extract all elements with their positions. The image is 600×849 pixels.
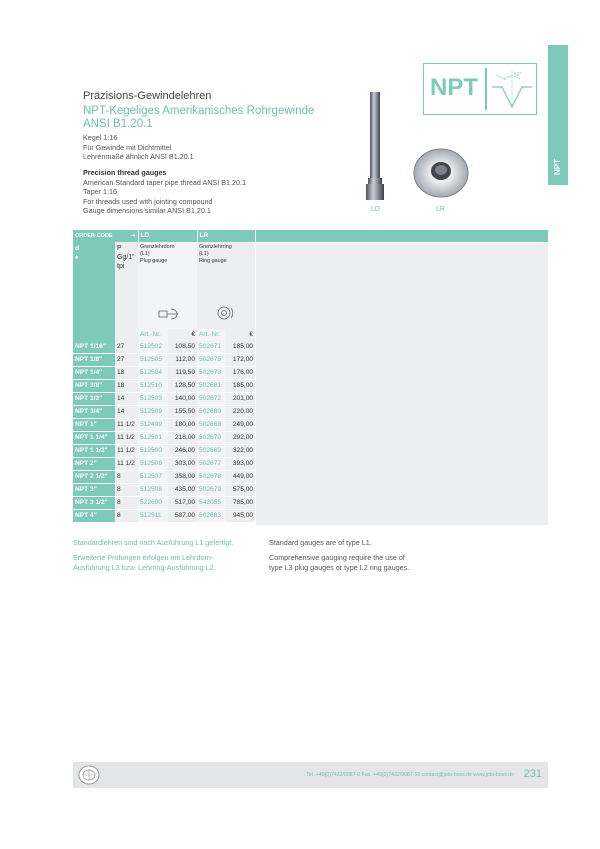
table-row bbox=[73, 354, 255, 367]
lr-art-cell: 502672 bbox=[197, 393, 226, 406]
lr-price-header: € bbox=[226, 329, 255, 341]
lr-art-cell: 542055 bbox=[197, 497, 226, 510]
p-header-3: tpi bbox=[117, 263, 125, 270]
tpi-cell: 11 1/2 bbox=[115, 445, 138, 458]
gauge-table bbox=[73, 230, 255, 523]
de-line-2: Für Gewinde mit Dichtmittel bbox=[83, 142, 172, 152]
de-description bbox=[83, 133, 194, 162]
lr-art-cell: 502681 bbox=[197, 380, 226, 393]
note-en-2: Comprehensive gauging require the use of bbox=[269, 553, 405, 562]
note-en-1: Standard gauges are of type L1. bbox=[269, 538, 372, 547]
ld-art-cell: 512506 bbox=[138, 458, 168, 471]
ld-price-cell: 435,00 bbox=[168, 484, 197, 497]
tpi-cell: 8 bbox=[115, 484, 138, 497]
table-row bbox=[73, 445, 255, 458]
lr-price-cell: 185,00 bbox=[226, 380, 255, 393]
table-row bbox=[73, 341, 255, 354]
tpi-cell: 27 bbox=[115, 354, 138, 367]
size-cell: NPT 3 1/2" bbox=[73, 497, 115, 510]
ld-price-header: € bbox=[168, 329, 197, 341]
ld-image-label: LD bbox=[371, 206, 380, 213]
order-code-cell bbox=[73, 230, 138, 242]
p-header-cell bbox=[115, 242, 138, 329]
table-row bbox=[73, 432, 255, 445]
plug-gauge-symbol-icon bbox=[158, 307, 180, 321]
note-en-3: type L3 plug gauges or type L2 ring gauges. bbox=[269, 563, 410, 572]
ld-price-cell: 108,50 bbox=[168, 341, 197, 354]
size-cell: NPT 4" bbox=[73, 510, 115, 523]
ld-art-cell: 512507 bbox=[138, 471, 168, 484]
ld-price-cell: 119,50 bbox=[168, 367, 197, 380]
page-number: 231 bbox=[523, 768, 542, 780]
lr-desc-en: Ring gauge bbox=[199, 258, 227, 264]
ld-header: LD bbox=[138, 230, 197, 242]
ring-gauge-symbol-icon bbox=[215, 305, 237, 321]
lr-price-cell: 172,00 bbox=[226, 354, 255, 367]
en-title: Precision thread gauges bbox=[83, 168, 167, 177]
table-row bbox=[73, 393, 255, 406]
footer-contact: Tel. +49(0)7432/9087-0 Fax. +49(0)7432/9087-50 contact@joto-boss.de www.joto-boss.de bbox=[306, 772, 514, 778]
size-cell: NPT 1/4" bbox=[73, 367, 115, 380]
column-header-row bbox=[73, 242, 255, 329]
size-cell: NPT 1 1/2" bbox=[73, 445, 115, 458]
table-row bbox=[73, 510, 255, 523]
ld-art-cell: 512508 bbox=[138, 484, 168, 497]
ld-art-cell: 512499 bbox=[138, 419, 168, 432]
ld-art-cell: 522600 bbox=[138, 497, 168, 510]
size-cell: NPT 1/16" bbox=[73, 341, 115, 354]
ld-desc-cell bbox=[138, 242, 197, 329]
lr-price-cell: 575,00 bbox=[226, 484, 255, 497]
note-de-3: Ausführung L3 bzw. Lehrring-Ausführung L2. bbox=[73, 563, 216, 572]
size-cell: NPT 2" bbox=[73, 458, 115, 471]
title-de: Präzisions-Gewindelehren bbox=[83, 90, 212, 102]
en-line-3: For threads used with jointing compound bbox=[83, 196, 213, 206]
lr-art-cell: 502669 bbox=[197, 445, 226, 458]
plug-gauge-image bbox=[358, 88, 398, 203]
ld-art-cell: 512510 bbox=[138, 380, 168, 393]
en-line-2: Taper 1:16 bbox=[83, 187, 117, 196]
en-description bbox=[83, 168, 246, 216]
ld-art-cell: 512509 bbox=[138, 406, 168, 419]
tpi-cell: 8 bbox=[115, 497, 138, 510]
de-line-1: Kegel 1:16 bbox=[83, 133, 118, 142]
size-cell: NPT 1/2" bbox=[73, 393, 115, 406]
tpi-cell: 11 1/2 bbox=[115, 419, 138, 432]
table-row bbox=[73, 419, 255, 432]
ld-price-cell: 517,00 bbox=[168, 497, 197, 510]
table-body bbox=[73, 341, 255, 523]
lr-price-cell: 201,00 bbox=[226, 393, 255, 406]
npt-badge bbox=[423, 63, 537, 115]
lr-desc-de: Grenzlehrring bbox=[199, 244, 232, 250]
lr-price-cell: 945,00 bbox=[226, 510, 255, 523]
ld-art-cell: 512505 bbox=[138, 354, 168, 367]
en-line-4: Gauge dimensions similar ANSI B1.20.1 bbox=[83, 206, 211, 215]
thread-angle-label: 60° bbox=[514, 72, 522, 78]
tpi-cell: 18 bbox=[115, 380, 138, 393]
ld-price-cell: 587,00 bbox=[168, 510, 197, 523]
size-cell: NPT 1/8" bbox=[73, 354, 115, 367]
ld-price-cell: 128,50 bbox=[168, 380, 197, 393]
d-header-cell bbox=[73, 242, 115, 329]
tpi-cell: 27 bbox=[115, 341, 138, 354]
size-cell: NPT 1" bbox=[73, 419, 115, 432]
table-row bbox=[73, 471, 255, 484]
tpi-cell: 11 1/2 bbox=[115, 458, 138, 471]
p-header: P bbox=[117, 245, 122, 252]
company-logo-icon bbox=[78, 765, 100, 785]
d-header: d bbox=[75, 245, 80, 252]
lr-price-cell: 322,00 bbox=[226, 445, 255, 458]
lr-art-cell: 502677 bbox=[197, 458, 226, 471]
lr-image-label: LR bbox=[436, 206, 445, 213]
tpi-cell: 18 bbox=[115, 367, 138, 380]
thread-profile-icon bbox=[490, 67, 534, 111]
d-header-symbol: ♦ bbox=[75, 254, 79, 261]
ld-price-cell: 246,00 bbox=[168, 445, 197, 458]
ld-price-cell: 303,00 bbox=[168, 458, 197, 471]
lr-art-header: Art.-Nr. bbox=[197, 329, 226, 341]
lr-price-cell: 220,00 bbox=[226, 406, 255, 419]
lr-header: LR bbox=[197, 230, 255, 242]
tpi-cell: 11 1/2 bbox=[115, 432, 138, 445]
ld-art-cell: 512504 bbox=[138, 367, 168, 380]
lr-art-cell: 502678 bbox=[197, 471, 226, 484]
ld-art-cell: 512502 bbox=[138, 341, 168, 354]
table-row bbox=[73, 380, 255, 393]
lr-art-cell: 502673 bbox=[197, 367, 226, 380]
ld-price-cell: 140,00 bbox=[168, 393, 197, 406]
ld-art-cell: 512503 bbox=[138, 393, 168, 406]
lr-price-cell: 449,00 bbox=[226, 471, 255, 484]
table-row bbox=[73, 458, 255, 471]
size-cell: NPT 2 1/2" bbox=[73, 471, 115, 484]
size-cell: NPT 3/4" bbox=[73, 406, 115, 419]
p-header-2: Gg/1" bbox=[117, 254, 135, 261]
footer-bar bbox=[73, 762, 548, 788]
order-code-label: ORDER-CODE bbox=[75, 233, 113, 239]
art-header-tpi-blank bbox=[115, 329, 138, 341]
table-row bbox=[73, 484, 255, 497]
lr-art-cell: 502670 bbox=[197, 432, 226, 445]
table-row bbox=[73, 406, 255, 419]
ld-price-cell: 155,50 bbox=[168, 406, 197, 419]
ld-price-cell: 112,00 bbox=[168, 354, 197, 367]
subtitle-de-2: ANSI B1.20.1 bbox=[83, 118, 153, 130]
lr-price-cell: 785,00 bbox=[226, 497, 255, 510]
lr-art-cell: 502675 bbox=[197, 354, 226, 367]
tpi-cell: 8 bbox=[115, 510, 138, 523]
lr-price-cell: 185,00 bbox=[226, 341, 255, 354]
size-cell: NPT 1 1/4" bbox=[73, 432, 115, 445]
subtitle-de-1: NPT-Kegeliges Amerikanisches Rohrgewinde bbox=[83, 105, 315, 117]
size-cell: NPT 3/8" bbox=[73, 380, 115, 393]
lr-art-cell: 502668 bbox=[197, 419, 226, 432]
order-code-arrow: ➔ bbox=[130, 233, 136, 239]
ld-price-cell: 218,00 bbox=[168, 432, 197, 445]
order-code-row bbox=[73, 230, 255, 242]
tpi-cell: 14 bbox=[115, 406, 138, 419]
lr-price-cell: 249,00 bbox=[226, 419, 255, 432]
lr-price-cell: 393,00 bbox=[226, 458, 255, 471]
size-cell: NPT 3" bbox=[73, 484, 115, 497]
de-line-3: Lehrenmaße ähnlich ANSI B1.20.1 bbox=[83, 152, 194, 161]
tpi-cell: 8 bbox=[115, 471, 138, 484]
ld-price-cell: 358,00 bbox=[168, 471, 197, 484]
lr-price-cell: 176,00 bbox=[226, 367, 255, 380]
ld-art-cell: 512501 bbox=[138, 432, 168, 445]
table-row bbox=[73, 367, 255, 380]
side-tab-label: NPT bbox=[553, 159, 562, 175]
ld-desc-de: Grenzlehrdorn bbox=[140, 244, 175, 250]
art-header-size-blank bbox=[73, 329, 115, 341]
lr-desc-cell bbox=[197, 242, 255, 329]
npt-badge-label: NPT bbox=[430, 74, 478, 101]
ld-desc-type: (L1) bbox=[140, 251, 150, 257]
lr-art-cell: 502680 bbox=[197, 406, 226, 419]
note-de-2: Erweiterte Prüfungen erfolgen mit Lehrdorn- bbox=[73, 553, 214, 562]
ring-gauge-image bbox=[410, 143, 476, 203]
lr-desc-type: (L1) bbox=[199, 251, 209, 257]
lr-art-cell: 502679 bbox=[197, 484, 226, 497]
ld-desc-en: Plug gauge bbox=[140, 258, 168, 264]
en-line-1: American Standard taper pipe thread ANSI B1.20.1 bbox=[83, 177, 247, 187]
badge-divider bbox=[485, 68, 487, 110]
lr-price-cell: 292,00 bbox=[226, 432, 255, 445]
ld-art-cell: 512511 bbox=[138, 510, 168, 523]
table-right-panel bbox=[256, 243, 548, 525]
table-right-header bbox=[256, 230, 548, 242]
ld-art-cell: 512500 bbox=[138, 445, 168, 458]
note-de-1: Standardlehren sind nach Ausführung L1 gefertigt. bbox=[73, 538, 234, 547]
ld-price-cell: 180,00 bbox=[168, 419, 197, 432]
tpi-cell: 14 bbox=[115, 393, 138, 406]
ld-art-header: Art.-Nr. bbox=[138, 329, 168, 341]
lr-art-cell: 502671 bbox=[197, 341, 226, 354]
lr-art-cell: 502683 bbox=[197, 510, 226, 523]
table-row bbox=[73, 497, 255, 510]
art-header-row bbox=[73, 329, 255, 341]
